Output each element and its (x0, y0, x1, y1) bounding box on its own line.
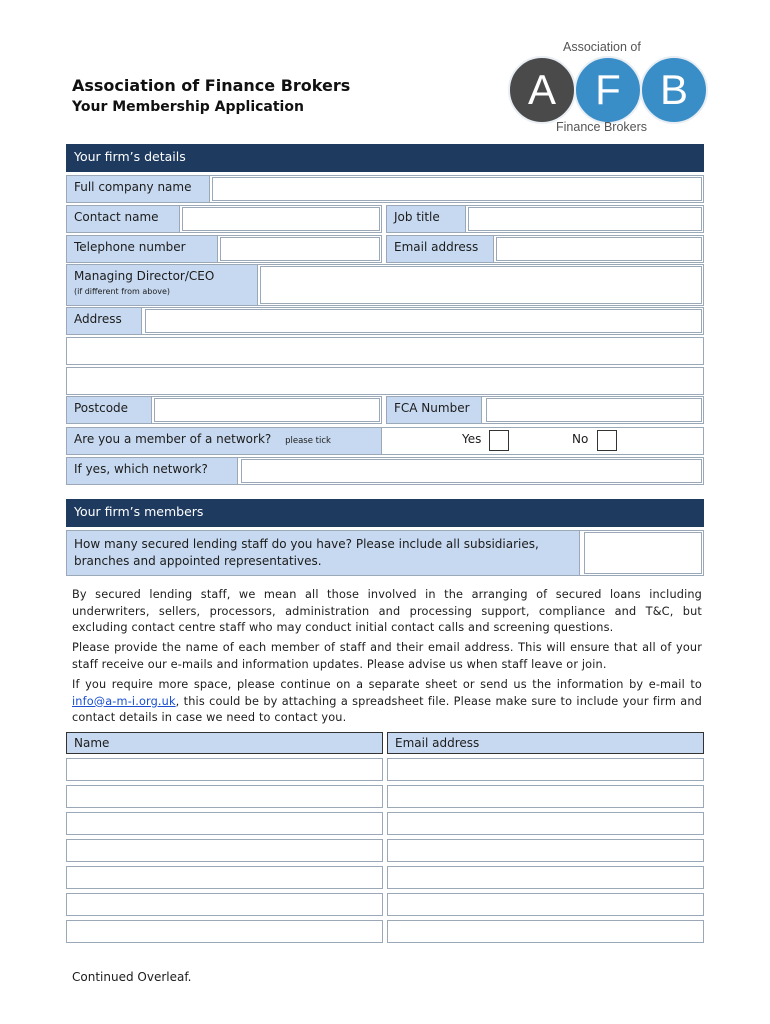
managing-director-label-text: Managing Director/CEO (74, 269, 215, 283)
address-field-line2[interactable] (66, 337, 704, 365)
email-field[interactable] (496, 237, 702, 261)
network-question-text: Are you a member of a network? (74, 432, 272, 446)
logo-letter-a: A (508, 56, 576, 124)
more-space-paragraph (72, 677, 702, 727)
logo-bottom-text: Finance Brokers (556, 120, 648, 134)
staff-question-line1: How many secured lending staff do you have? Please include all subsidiaries, (74, 537, 539, 551)
telephone-label: Telephone number (66, 235, 218, 263)
form-title: Association of Finance Brokers (72, 76, 351, 95)
staff-details-paragraph: Please provide the name of each member of staff and their email address. This will ensure that all of your staff receive our e-mails and information updates. Please advise us when staff leave or join. (72, 641, 702, 671)
please-tick-note: please tick (285, 436, 331, 446)
full-company-name-field[interactable] (212, 177, 702, 201)
fca-number-label: FCA Number (386, 396, 482, 424)
more-space-text-end: , this could be by attaching a spreadsheet file. Please make sure to include your firm and contact details in case we need to contact you. (72, 694, 702, 724)
staff-email-cell[interactable] (387, 893, 704, 916)
column-header-name: Name (66, 732, 383, 754)
staff-name-cell[interactable] (66, 839, 383, 862)
postcode-field[interactable] (154, 398, 380, 422)
job-title-field[interactable] (468, 207, 702, 231)
staff-name-cell[interactable] (66, 758, 383, 781)
address-label: Address (66, 307, 142, 335)
staff-email-cell[interactable] (387, 839, 704, 862)
staff-count-question (66, 530, 580, 576)
managing-director-note: (if different from above) (74, 287, 171, 296)
logo-letter-f: F (574, 56, 642, 124)
more-space-text-start: If you require more space, please continue on a separate sheet or send us the information by e-mail to (72, 678, 702, 691)
network-question-label (66, 427, 382, 455)
section-firm-members: Your firm’s members (66, 499, 704, 527)
staff-email-cell[interactable] (387, 812, 704, 835)
telephone-field[interactable] (220, 237, 380, 261)
staff-question-line2: branches and appointed representatives. (74, 554, 322, 568)
staff-name-cell[interactable] (66, 785, 383, 808)
logo-letter-b: B (640, 56, 708, 124)
staff-name-cell[interactable] (66, 812, 383, 835)
staff-count-field[interactable] (584, 532, 702, 574)
fca-number-field[interactable] (486, 398, 702, 422)
no-label: No (572, 432, 589, 446)
full-company-name-label: Full company name (66, 175, 210, 203)
logo-top-text: Association of (563, 40, 641, 54)
section-firm-details: Your firm’s details (66, 144, 704, 172)
managing-director-label (66, 264, 258, 306)
staff-email-cell[interactable] (387, 920, 704, 943)
secured-lending-paragraph: By secured lending staff, we mean all those involved in the arranging of secured loans including underwriters, sellers, processors, administration and processing support, compliance and T&C, but excluding contact centre staff who may conduct initial contact calls and screening questions. (72, 588, 702, 634)
info-email-link[interactable]: info@a-m-i.org.uk (72, 694, 176, 708)
form-subtitle: Your Membership Application (72, 99, 304, 115)
continued-overleaf: Continued Overleaf. (72, 970, 192, 984)
address-field-line3[interactable] (66, 367, 704, 395)
staff-name-cell[interactable] (66, 893, 383, 916)
address-field-line1[interactable] (145, 309, 702, 333)
staff-email-cell[interactable] (387, 785, 704, 808)
contact-name-label: Contact name (66, 205, 180, 233)
job-title-label: Job title (386, 205, 466, 233)
staff-email-cell[interactable] (387, 866, 704, 889)
postcode-label: Postcode (66, 396, 152, 424)
staff-email-cell[interactable] (387, 758, 704, 781)
managing-director-field[interactable] (260, 266, 702, 304)
which-network-field[interactable] (241, 459, 702, 483)
no-checkbox[interactable] (597, 430, 617, 451)
yes-checkbox[interactable] (489, 430, 509, 451)
staff-name-cell[interactable] (66, 866, 383, 889)
staff-name-cell[interactable] (66, 920, 383, 943)
yes-label: Yes (462, 432, 482, 446)
column-header-email: Email address (387, 732, 704, 754)
email-label: Email address (386, 235, 494, 263)
contact-name-field[interactable] (182, 207, 380, 231)
which-network-label: If yes, which network? (66, 457, 238, 485)
